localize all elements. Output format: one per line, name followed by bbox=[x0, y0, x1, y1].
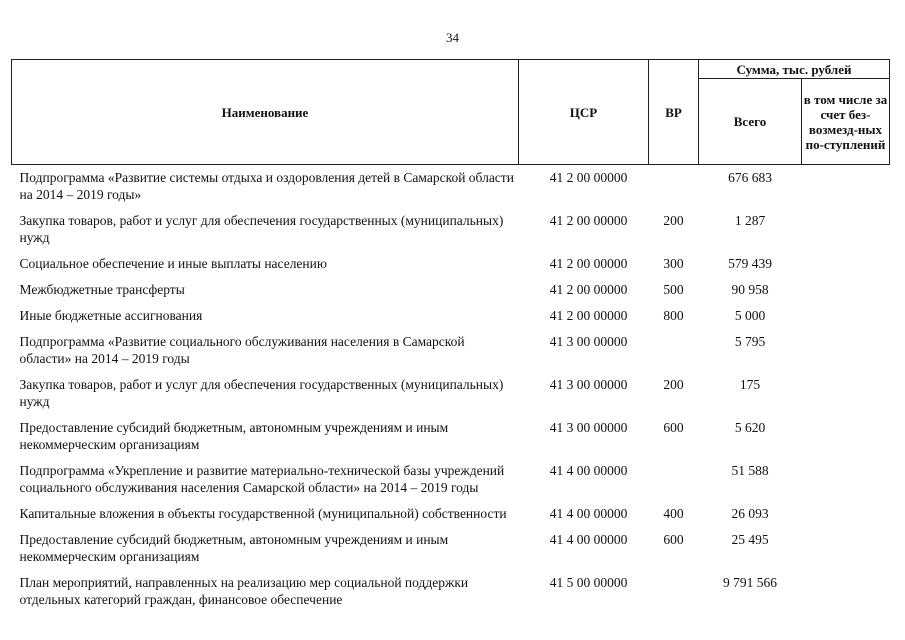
row-free-receipts bbox=[802, 329, 890, 372]
row-free-receipts bbox=[802, 570, 890, 613]
row-total: 26 093 bbox=[731, 506, 769, 521]
table-row bbox=[12, 277, 890, 303]
row-name: Социальное обеспечение и иные выплаты населению bbox=[19, 256, 327, 271]
row-name: Подпрограмма «Развитие системы отдыха и оздоровления детей в Самарской области на 2014 – 2019 годы» bbox=[19, 170, 514, 202]
row-free-receipts bbox=[802, 277, 890, 303]
row-csr: 41 3 00 00000 bbox=[549, 334, 628, 349]
header-total: Всего bbox=[699, 79, 802, 165]
row-csr: 41 2 00 00000 bbox=[549, 170, 628, 185]
row-csr: 41 4 00 00000 bbox=[549, 532, 628, 547]
row-total: 676 683 bbox=[728, 170, 772, 185]
budget-table bbox=[11, 59, 890, 613]
header-vr: ВР bbox=[649, 60, 699, 165]
row-name: Закупка товаров, работ и услуг для обеспечения государственных (муниципальных) нужд bbox=[19, 213, 504, 245]
row-csr: 41 2 00 00000 bbox=[549, 308, 628, 323]
row-vr: 800 bbox=[663, 308, 684, 323]
row-vr: 300 bbox=[663, 256, 684, 271]
row-csr: 41 5 00 00000 bbox=[549, 575, 628, 590]
row-name: Подпрограмма «Укрепление и развитие материально-технической базы учреждений социального обслуживания населения Самарской области» на 2014 – 2019 годы bbox=[19, 463, 505, 495]
table-row bbox=[12, 458, 890, 501]
row-total: 175 bbox=[739, 377, 761, 392]
row-name: Капитальные вложения в объекты государственной (муниципальной) собственности bbox=[19, 506, 507, 521]
row-name: План мероприятий, направленных на реализацию мер социальной поддержки отдельных категорий граждан, финансовое обеспечение bbox=[19, 575, 469, 607]
header-csr: ЦСР bbox=[519, 60, 649, 165]
table-row bbox=[12, 251, 890, 277]
row-vr: 400 bbox=[663, 506, 684, 521]
row-csr: 41 4 00 00000 bbox=[549, 506, 628, 521]
row-total: 579 439 bbox=[728, 256, 772, 271]
row-free-receipts bbox=[802, 165, 890, 209]
header-sum-group: Сумма, тыс. рублей bbox=[699, 60, 890, 79]
row-free-receipts bbox=[802, 251, 890, 277]
row-total: 9 791 566 bbox=[723, 575, 777, 590]
row-free-receipts bbox=[802, 372, 890, 415]
table-row bbox=[12, 329, 890, 372]
table-row bbox=[12, 372, 890, 415]
row-free-receipts bbox=[802, 303, 890, 329]
row-total: 90 958 bbox=[731, 282, 769, 297]
table-row bbox=[12, 501, 890, 527]
table-row bbox=[12, 527, 890, 570]
row-total: 25 495 bbox=[731, 532, 769, 547]
row-vr bbox=[649, 458, 699, 501]
row-vr: 200 bbox=[663, 377, 684, 392]
header-free-receipts: в том числе за счет без-возмезд-ных по-ступлений bbox=[802, 79, 890, 165]
row-free-receipts bbox=[802, 501, 890, 527]
row-name: Подпрограмма «Развитие социального обслуживания населения в Самарской области» на 2014 – 2019 годы bbox=[19, 334, 465, 366]
row-free-receipts bbox=[802, 458, 890, 501]
row-vr bbox=[649, 329, 699, 372]
row-vr: 600 bbox=[663, 532, 684, 547]
row-total: 5 795 bbox=[734, 334, 766, 349]
row-free-receipts bbox=[802, 415, 890, 458]
row-name: Межбюджетные трансферты bbox=[19, 282, 185, 297]
row-vr bbox=[649, 570, 699, 613]
table-row bbox=[12, 303, 890, 329]
row-vr: 200 bbox=[663, 213, 684, 228]
table-header bbox=[12, 60, 890, 165]
row-name: Закупка товаров, работ и услуг для обеспечения государственных (муниципальных) нужд bbox=[19, 377, 504, 409]
row-csr: 41 3 00 00000 bbox=[549, 420, 628, 435]
table-row bbox=[12, 570, 890, 613]
row-csr: 41 2 00 00000 bbox=[549, 282, 628, 297]
row-name: Предоставление субсидий бюджетным, автономным учреждениям и иным некоммерческим организациям bbox=[19, 532, 449, 564]
row-vr: 600 bbox=[663, 420, 684, 435]
row-total: 51 588 bbox=[731, 463, 769, 478]
row-csr: 41 3 00 00000 bbox=[549, 377, 628, 392]
row-name: Иные бюджетные ассигнования bbox=[19, 308, 203, 323]
row-total: 5 000 bbox=[734, 308, 766, 323]
table-row bbox=[12, 415, 890, 458]
row-csr: 41 2 00 00000 bbox=[549, 213, 628, 228]
row-name: Предоставление субсидий бюджетным, автономным учреждениям и иным некоммерческим организациям bbox=[19, 420, 449, 452]
page-number: 34 bbox=[446, 30, 459, 45]
row-total: 1 287 bbox=[734, 213, 766, 228]
row-csr: 41 4 00 00000 bbox=[549, 463, 628, 478]
table-body bbox=[12, 165, 890, 614]
row-csr: 41 2 00 00000 bbox=[549, 256, 628, 271]
table-row bbox=[12, 208, 890, 251]
table-row bbox=[12, 165, 890, 209]
header-name: Наименование bbox=[12, 60, 519, 165]
row-free-receipts bbox=[802, 208, 890, 251]
row-total: 5 620 bbox=[734, 420, 766, 435]
row-vr bbox=[649, 165, 699, 209]
row-vr: 500 bbox=[663, 282, 684, 297]
row-free-receipts bbox=[802, 527, 890, 570]
